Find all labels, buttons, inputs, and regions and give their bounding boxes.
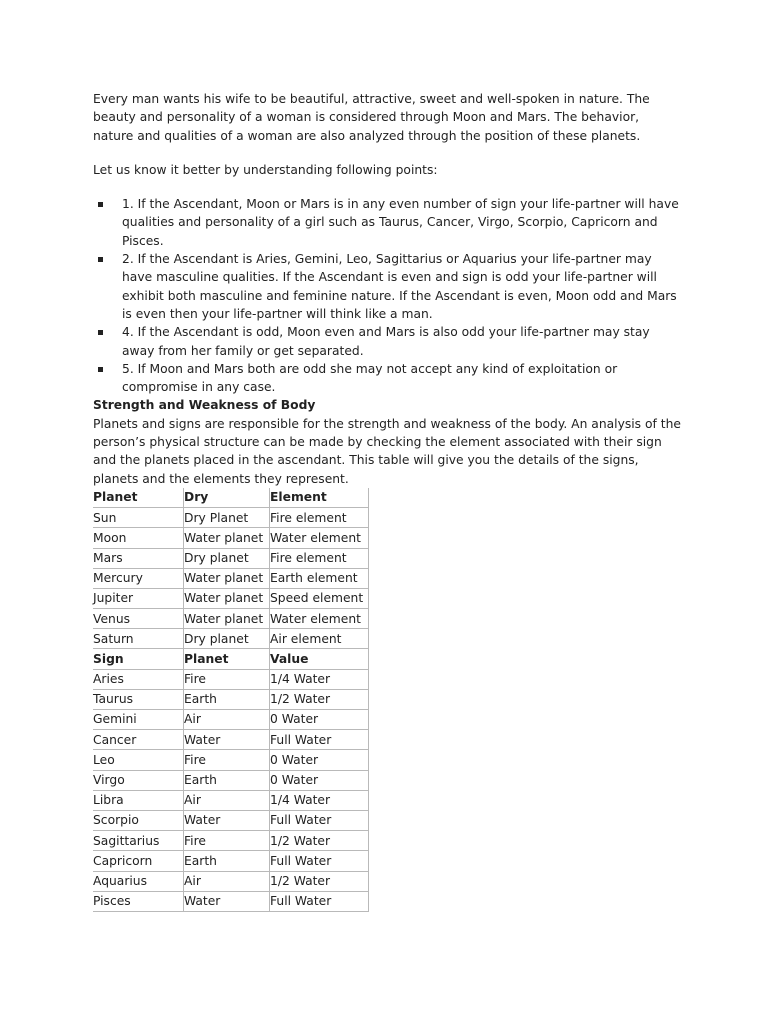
- table-cell: 1/2 Water: [270, 871, 369, 891]
- table-cell: Water element: [270, 609, 369, 629]
- list-item-text: 4. If the Ascendant is odd, Moon even and Mars is also odd your life-partner may stay away from her family or get separated.: [122, 325, 650, 358]
- table-cell: 0 Water: [270, 750, 369, 770]
- points-list: [93, 195, 683, 396]
- table-cell: Water planet: [184, 568, 270, 588]
- table-row: [93, 730, 369, 750]
- table-cell: Air: [184, 710, 270, 730]
- table-cell: Moon: [93, 528, 184, 548]
- table-cell: Aries: [93, 669, 184, 689]
- table-cell: Water: [184, 810, 270, 830]
- table-cell: Gemini: [93, 710, 184, 730]
- table-cell: Capricorn: [93, 851, 184, 871]
- table-cell: Libra: [93, 790, 184, 810]
- table-row: [93, 831, 369, 851]
- table-row: [93, 810, 369, 830]
- table-cell: Air element: [270, 629, 369, 649]
- table-row: [93, 851, 369, 871]
- table-cell: Dry planet: [184, 629, 270, 649]
- table-cell: Earth: [184, 851, 270, 871]
- table-cell: Earth element: [270, 568, 369, 588]
- table-cell: Earth: [184, 689, 270, 709]
- table-cell: Air: [184, 790, 270, 810]
- table-row: [93, 548, 369, 568]
- table-cell: 0 Water: [270, 770, 369, 790]
- table-cell: Water: [184, 730, 270, 750]
- list-item: [93, 250, 683, 323]
- table-cell: Mars: [93, 548, 184, 568]
- lead-paragraph: Let us know it better by understanding following points:: [93, 162, 438, 177]
- table-row: [93, 528, 369, 548]
- table-cell: Leo: [93, 750, 184, 770]
- table-row: [93, 750, 369, 770]
- table-cell: 1/4 Water: [270, 669, 369, 689]
- table-row: [93, 790, 369, 810]
- table-cell: Dry Planet: [184, 508, 270, 528]
- table-row: [93, 710, 369, 730]
- document-page: [93, 90, 683, 912]
- table-row: [93, 669, 369, 689]
- table-header-row: [93, 488, 369, 508]
- table-cell: Scorpio: [93, 810, 184, 830]
- table-cell: Water planet: [184, 609, 270, 629]
- table-header-row: [93, 649, 369, 669]
- list-item-text: 5. If Moon and Mars both are odd she may not accept any kind of exploitation or compromise in any case.: [122, 361, 618, 395]
- table-cell: Fire: [184, 669, 270, 689]
- table-row: [93, 588, 369, 608]
- table-cell: Earth: [184, 770, 270, 790]
- table-cell: 1/4 Water: [270, 790, 369, 810]
- bullet-icon: [98, 202, 103, 207]
- intro-paragraph: Every man wants his wife to be beautiful, attractive, sweet and well-spoken in nature. The beauty and personality of a woman is considered through Moon and Mars. The behavior, nature and qualities of a woman are also analyzed through the position of these planets.: [93, 92, 650, 143]
- table-cell: Full Water: [270, 730, 369, 750]
- section-paragraph: Planets and signs are responsible for the strength and weakness of the body. An analysis of the person’s physical structure can be made by checking the element associated with their sign and the planets placed in the ascendant. This table will give you the details of the signs, planets and the elements they represent.: [93, 416, 681, 486]
- table-cell: Fire element: [270, 548, 369, 568]
- elements-table: [93, 488, 369, 912]
- table-cell: Sagittarius: [93, 831, 184, 851]
- table-row: [93, 891, 369, 911]
- bullet-icon: [98, 330, 103, 335]
- table-cell: Full Water: [270, 810, 369, 830]
- list-item-text: 1. If the Ascendant, Moon or Mars is in any even number of sign your life-partner will have qualities and personality of a girl such as Taurus, Cancer, Virgo, Scorpio, Capricorn and Pisces.: [122, 197, 679, 248]
- table-cell: Virgo: [93, 770, 184, 790]
- table-cell: Saturn: [93, 629, 184, 649]
- table-header-cell: Planet: [184, 649, 270, 669]
- table-header-cell: Sign: [93, 649, 184, 669]
- table-cell: 1/2 Water: [270, 831, 369, 851]
- table-cell: 1/2 Water: [270, 689, 369, 709]
- table-cell: Water: [184, 891, 270, 911]
- table-row: [93, 629, 369, 649]
- table-row: [93, 508, 369, 528]
- table-cell: Cancer: [93, 730, 184, 750]
- table-cell: Jupiter: [93, 588, 184, 608]
- table-cell: Air: [184, 871, 270, 891]
- bullet-icon: [98, 257, 103, 262]
- table-cell: Full Water: [270, 891, 369, 911]
- table-cell: Fire element: [270, 508, 369, 528]
- list-item: [93, 323, 683, 360]
- list-item-text: 2. If the Ascendant is Aries, Gemini, Leo, Sagittarius or Aquarius your life-partner may have masculine qualities. If the Ascendant is even and sign is odd your life-partner will exhibit both masculine and feminine nature. If the Ascendant is even, Moon odd and Mars is even then your life-partner will think like a man.: [122, 252, 677, 321]
- table-cell: Dry planet: [184, 548, 270, 568]
- table-cell: Aquarius: [93, 871, 184, 891]
- table-cell: Fire: [184, 750, 270, 770]
- table-cell: Fire: [184, 831, 270, 851]
- table-cell: Full Water: [270, 851, 369, 871]
- bullet-icon: [98, 367, 103, 372]
- table-header-cell: Planet: [93, 488, 184, 508]
- table-cell: Sun: [93, 508, 184, 528]
- table-cell: Mercury: [93, 568, 184, 588]
- table-cell: Water element: [270, 528, 369, 548]
- table-header-cell: Value: [270, 649, 369, 669]
- table-row: [93, 568, 369, 588]
- table-cell: Water planet: [184, 528, 270, 548]
- table-header-cell: Element: [270, 488, 369, 508]
- table-header-cell: Dry: [184, 488, 270, 508]
- table-row: [93, 770, 369, 790]
- section-heading: Strength and Weakness of Body: [93, 398, 316, 413]
- table-cell: Water planet: [184, 588, 270, 608]
- table-cell: Speed element: [270, 588, 369, 608]
- table-row: [93, 689, 369, 709]
- table-cell: Taurus: [93, 689, 184, 709]
- table-cell: Pisces: [93, 891, 184, 911]
- table-row: [93, 871, 369, 891]
- list-item: [93, 195, 683, 250]
- table-cell: Venus: [93, 609, 184, 629]
- table-row: [93, 609, 369, 629]
- table-cell: 0 Water: [270, 710, 369, 730]
- list-item: [93, 360, 683, 397]
